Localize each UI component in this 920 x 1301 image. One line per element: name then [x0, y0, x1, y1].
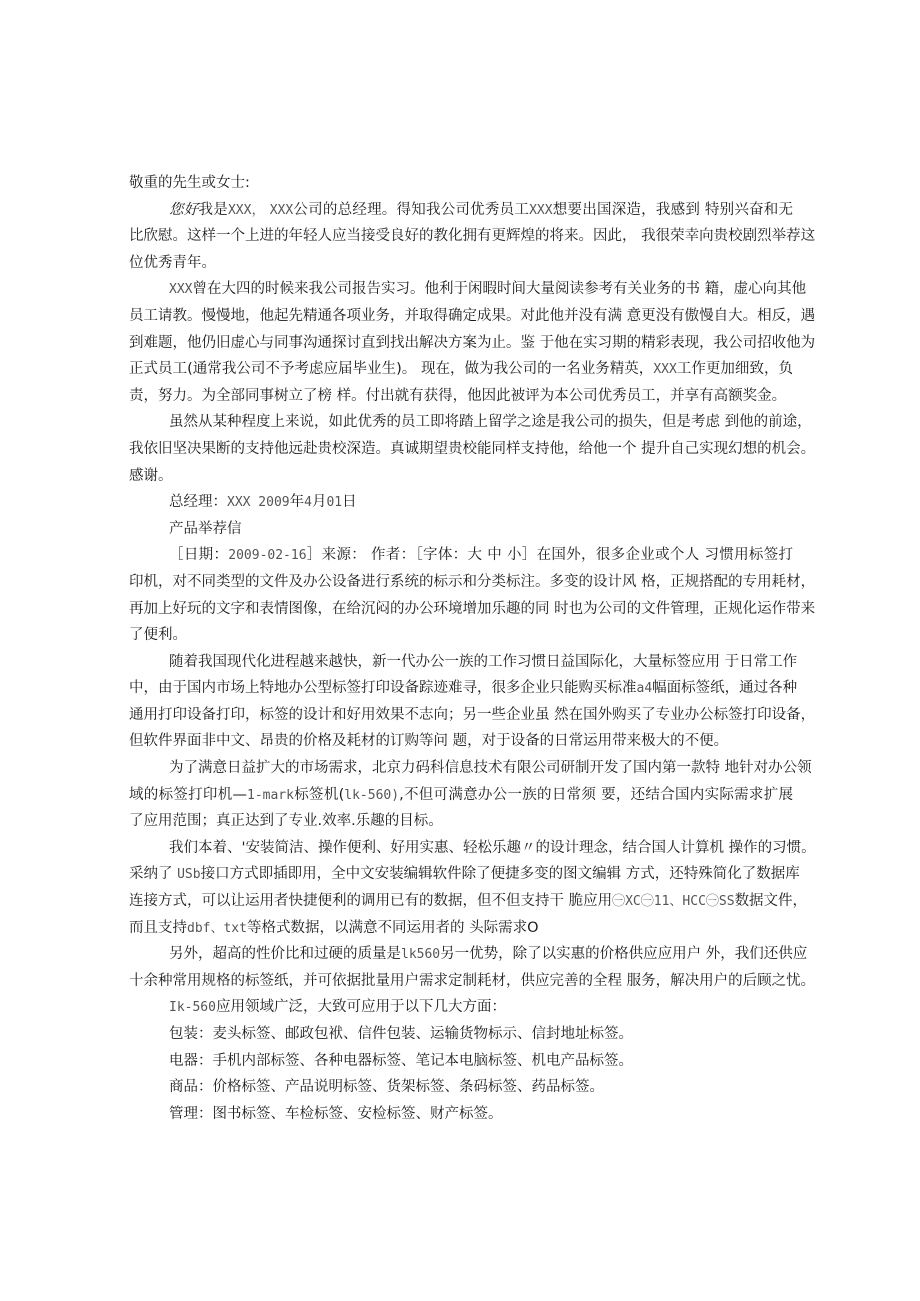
- letter2-p4-line2: 采纳了 USb接口方式即插即用，全中文安装编辑软件除了便捷多变的图文编辑 方式，还特殊简化了数据库: [129, 866, 800, 883]
- letter2-p5-line1: 另外，超高的性价比和过硬的质量是lk560另一优势，除了以实惠的价格供应应用户 外，我们还供应: [169, 946, 808, 963]
- letter1-p2-line1: XXX曾在大四的时候来我公司报告实习。他利于闲暇时间大量阅读参考有关业务的书 籍，虚心向其他: [169, 281, 807, 298]
- signature-line: 总经理：XXX 2009年4月01日: [169, 494, 357, 511]
- list-item: 商品：价格标签、产品说明标签、货架标签、条码标签、药品标签。: [169, 1079, 604, 1096]
- letter1-p3-line2: 我依旧坚决果断的支持他远赴贵校深造。真诚期望贵校能同样支持他，给他一个 提升自己实现幻想的机会。: [129, 440, 816, 457]
- letter2-title: 产品举荐信: [169, 520, 242, 537]
- letter1-p2-line3: 到难题，他仍旧虚心与同事沟通探讨直到找出解决方案为止。鉴 于他在实习期的精彩表现，我公司招收他为: [129, 334, 816, 351]
- document-body: [129, 170, 816, 1127]
- letter2-p2-line4: 但软件界面非中文、昂贵的价格及耗材的订购等问 题，对于设备的日常运用带来极大的不便。: [129, 733, 729, 750]
- letter1-p1-line3: 位优秀青年。: [129, 254, 216, 271]
- letter2-p4-line1: 我们本着、'安装简洁、操作便利、好用实惠、轻松乐趣〃的设计理念，结合国人计算机 操作的习惯。: [169, 839, 816, 856]
- letter2-p1-line4: 了便利。: [129, 627, 187, 644]
- list-item: 管理：图书标签、车检标签、安检标签、财产标签。: [169, 1105, 503, 1122]
- letter2-p5-line2: 十余种常用规格的标签纸，并可依据批量用户需求定制耗材，供应完善的全程 服务，解决用户的后顾之忧。: [129, 972, 816, 989]
- letter2-p2-line2: 中，由于国内市场上特地办公型标签打印设备踪迹难寻，很多企业只能购买标准a4幅面标签纸，通过各种: [129, 680, 798, 697]
- letter2-p4-line3: 连接方式，可以让运用者快捷便利的调用已有的数据，但不但支持干 脆应用㊀XC㊀11、HCC㊀SS数据文件，: [129, 893, 808, 910]
- list-item: 包装：麦头标签、邮政包袱、信件包装、运输货物标示、信封地址标签。: [169, 1026, 633, 1042]
- letter2-p3-line3: 了应用范围；真正达到了专业.效率.乐趣的目标。: [129, 813, 443, 830]
- letter2-p2-line3: 通用打印设备打印，标签的设计和好用效果不志向；另一些企业虽 然在国外购买了专业办公标签打印设备，: [129, 706, 816, 723]
- letter2-p1-line1: ［日期：2009-02-16］来源： 作者：［字体：大 中 小］在国外，很多企业或个人 习惯用标签打: [169, 547, 794, 564]
- letter1-p2-line5: 责，努力。为全部同事树立了榜 样。付出就有获得，他因此被评为本公司优秀员工，并享有高额奖金。: [129, 387, 787, 404]
- letter2-p3-line1: 为了满意日益扩大的市场需求，北京力码科信息技术有限公司研制开发了国内第一款特 地针对办公领: [169, 760, 812, 777]
- letter1-p2-line4: 正式员工(通常我公司不予考虑应届毕业生)。 现在，做为我公司的一名业务精英，XXX工作更加细致，负: [129, 361, 794, 378]
- letter2-p6: Ik-560应用领域广泛，大致可应用于以下几大方面：: [169, 999, 506, 1016]
- letter2-p1-line2: 印机，对不同类型的文件及办公设备进行系统的标示和分类标注。多变的设计风 格，正规搭配的专用耗材，: [129, 573, 816, 590]
- letter2-p2-line1: 随着我国现代化进程越来越快，新一代办公一族的工作习惯日益国际化，大量标签应用 于日常工作: [169, 653, 798, 670]
- list-item: 电器：手机内部标签、各种电器标签、笔记本电脑标签、机电产品标签。: [169, 1052, 633, 1069]
- letter1-p3-line1: 虽然从某种程度上来说，如此优秀的员工即将踏上留学之途是我公司的损失，但是考虑 到他的前途，: [169, 414, 812, 431]
- letter2-p3-line2: 域的标签打印机—1-mark标签机(lk-560),不但可满意办公一族的日常须 要，还结合国内实际需求扩展: [129, 786, 793, 803]
- letter1-p1-line1: 您好我是XXX， XXX公司的总经理。得知我公司优秀员工XXX想要出国深造，我感到 特别兴奋和无: [169, 201, 794, 218]
- letter1-p1-line2: 比欣慰。这样一个上进的年轻人应当接受良好的教化拥有更辉煌的将来。因此， 我很荣幸向贵校剧烈举荐这: [129, 228, 816, 245]
- letter1-p2-line2: 员工请教。慢慢地，他起先精通各项业务，并取得确定成果。对此他并没有满 意更没有傲慢自大。相反，遇: [129, 307, 816, 324]
- letter2-p4-line4: 而且支持dbf、txt等格式数据，以满意不同运用者的 头际需求O: [129, 919, 539, 936]
- salutation: 敬重的先生或女士:: [129, 175, 250, 191]
- letter1-p3-line3: 感谢。: [129, 467, 173, 484]
- letter2-p1-line3: 再加上好玩的文字和表情图像，在给沉闷的办公环境增加乐趣的同 时也为公司的文件管理，正规化运作带来: [129, 600, 816, 617]
